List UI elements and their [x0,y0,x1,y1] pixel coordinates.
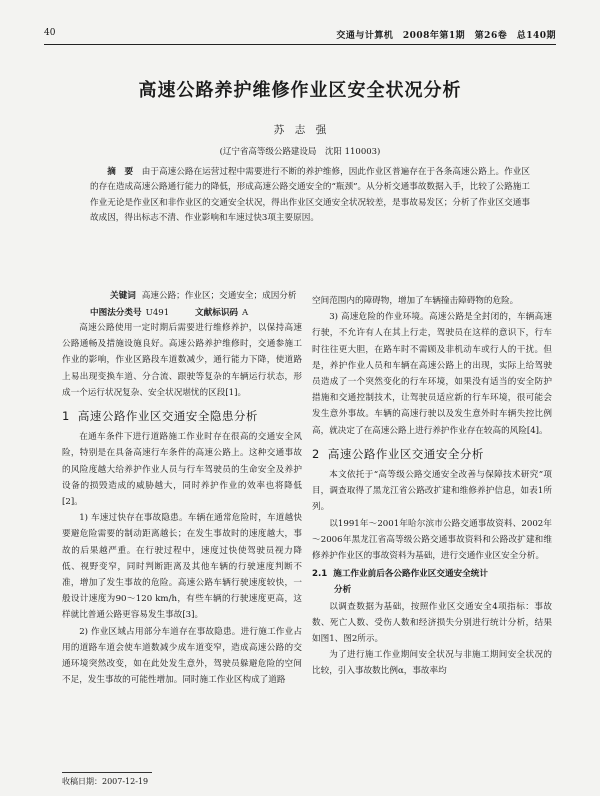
right-paragraph: 为了进行施工作业期间安全状况与非施工期间安全状况的比较，引入事故数比例α，事故率均 [312,650,552,677]
header-rule [44,44,556,45]
journal-info: 交通与计算机 2008年第1期 第26卷 总140期 [336,31,556,41]
abstract [90,165,530,227]
right-paragraph: 本文依托于“高等级公路交通安全改善与保障技术研究”项目，调查取得了黑龙江省公路改扩建和维修养护信息，如表1所列。 [312,470,552,513]
running-header [44,28,556,42]
keywords-label: 关键词 [110,291,136,301]
subsection-2-1-heading [312,566,552,582]
clc-label: 中图法分类号 [90,308,142,318]
left-paragraph: 2) 作业区域占用部分车道存在事故隐患。进行施工作业占用的道路车道会使车道数减少成车道变窄，造成高速公路的交通环境突然改变，如在此处发生意外，驾驶员躲避危险的空间不足，发生事故的可能性增加。同时施工作业区构成了道路 [62,626,302,686]
footnote-rule [62,772,152,773]
intro-paragraph: 高速公路使用一定时期后需要进行维修养护，以保持高速公路通畅及措施设施良好。高速公路养护维修时，交通参施工作业的影响，作业区路段车道数减少，通行能力下降，使道路上易出现变换车道、分合流、跟驶等复杂的车辆运行状态，形成一个运行状况复杂、安全状况堪忧的区段[1]。 [62,323,302,398]
left-column [62,320,302,688]
abstract-text: 由于高速公路在运营过程中需要进行不断的养护维修，因此作业区普遍存在于各条高速公路上。作业区的存在造成高速公路通行能力的降低，形成高速公路交通安全的“瓶颈”。从分析交通事故数据入手，比较了公路施工作业无论是作业区和非作业区的交通安全状况，得出作业区交通安全状况较差，是事故易发区；分析了作业区交通事故成因，得出标志不清、作业影响和车速过快3项主要原因。 [90,167,530,224]
left-paragraph: 在通车条件下进行道路施工作业时存在很高的交通安全风险，特别是在具备高速行车条件的高速公路上。这种交通事故的风险度越大给养护作业人员与行车驾驶员的生命安全及养护设备的损毁造成的威胁越大，同时养护作业的效率也将降低[2]。 [62,432,302,508]
right-column [312,293,552,680]
section-2-heading [312,446,552,462]
clc-value: U491 [145,308,170,318]
abstract-label: 摘 要 [107,167,134,177]
left-paragraph: 1) 车速过快存在事故隐患。车辆在通常危险时，车道越快要避危险需要的制动距离越长；在发生事故时的速度越大，事故的后果越严重。在行驶过程中，速度过快使驾驶员视力降低、视野变窄，同时判断距离及其他车辆的行驶速度判断不准，增加了发生事故的危险。高速公路车辆行驶速度较快，一般设计速度为90～120 km/h，有些车辆的行驶速度更高，这样就比普通公路更容易发生事故[3]。 [62,513,302,621]
right-paragraph: 3) 高速危险的作业环境。高速公路是全封闭的，车辆高速行驶，不允许有人在其上行走，驾驶员在这样的意识下，行车时往往更大胆，在路车时不需顾及非机动车或行人的干扰。但是，养护作业人员和车辆在高速公路上的出现，实际上给驾驶员造成了一个突然变化的行车环境，如果没有适当的安全防护措施和交通控制技术，让驾驶员适应新的行车环境，很可能会发生意外事故。车辆的高速行驶以及发生意外时车辆失控比例高，就决定了在高速公路上进行养护作业存在较高的风险[4]。 [312,312,552,436]
keywords [110,289,297,301]
doc-code-label: 文献标识码 [195,308,239,318]
section-2-title: 高速公路作业区交通安全分析 [327,446,484,461]
received-date-footnote: 收稿日期：2007-12-19 [62,777,149,786]
classification [90,306,248,318]
doc-code-value: A [242,308,249,318]
right-paragraph: 空间范围内的障碍物，增加了车辆撞击障碍物的危险。 [312,296,519,306]
section-1-title: 高速公路作业区交通安全隐患分析 [77,409,258,424]
subsection-2-1-number: 2.1 [312,569,328,580]
section-1-heading [62,408,302,424]
section-1-number: 1 [62,409,70,424]
paper-title: 高速公路养护维修作业区安全状况分析 [138,80,462,101]
subsection-2-1-title: 施工作业前后各公路作业区交通安全统计 [333,569,488,580]
right-paragraph: 以调查数据为基础，按照作业区交通安全4项指标：事故数、死亡人数、受伤人数和经济损失分别进行统计分析，结果如图1、图2所示。 [312,601,552,645]
subsection-2-1-title-cont: 分析 [334,585,352,596]
affiliation: (辽宁省高等级公路建设局 沈阳 110003) [219,147,381,157]
right-paragraph: 以1991年～2001年哈尔滨市公路交通事故资料、2002年～2006年黑龙江省高等级公路交通事故资料和公路改扩建和维修养护作业区的事故资料为基础，进行交通作业区安全分析。 [312,518,552,562]
section-2-number: 2 [312,446,320,461]
author: 苏 志 强 [273,124,327,136]
keywords-text: 高速公路；作业区；交通安全；成因分析 [141,291,297,301]
page-number: 40 [44,28,56,38]
